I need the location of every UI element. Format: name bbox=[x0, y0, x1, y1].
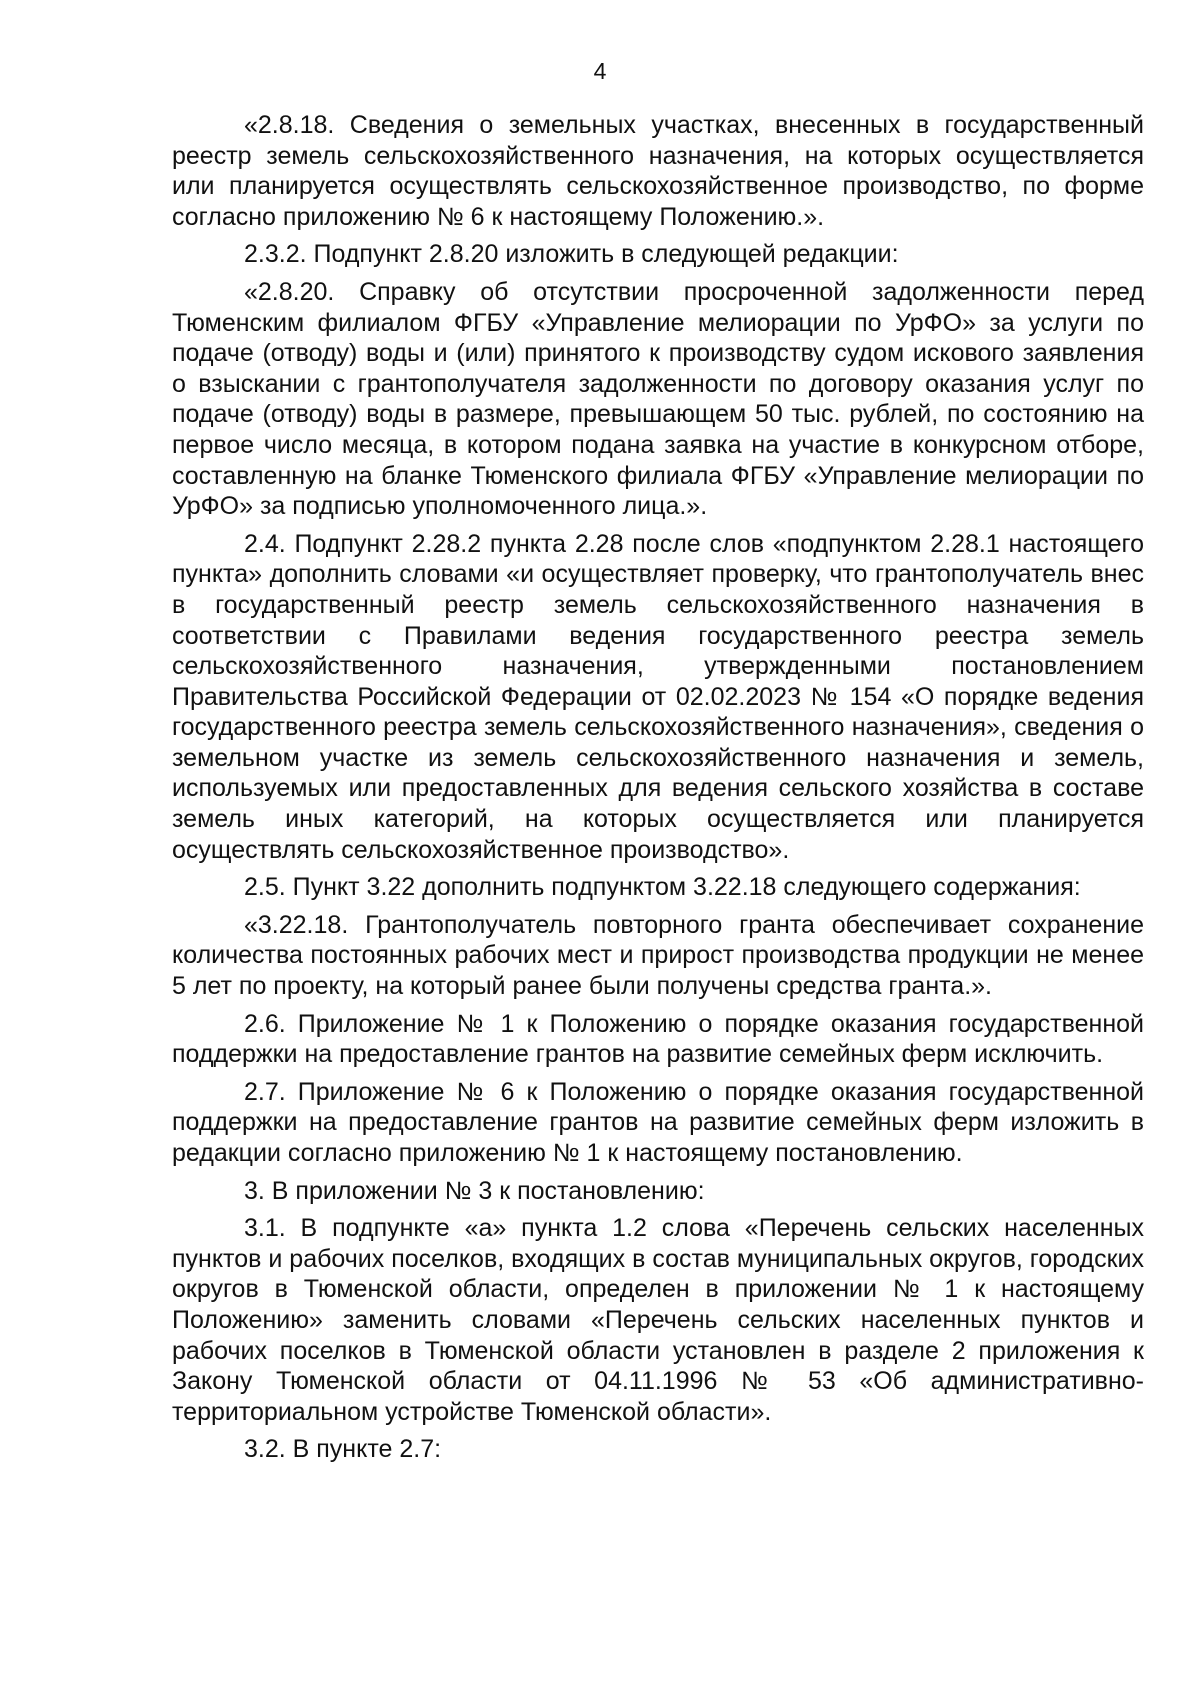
paragraph-2-4: 2.4. Подпункт 2.28.2 пункта 2.28 после слов «подпунктом 2.28.1 настоящего пункта» дополнить словами «и осуществляет проверку, что грантополучатель внес в государственный реестр земель сельскохозяйственного назначения в соответствии с Правилами ведения государственного реестра земель сельскохозяйственного назначения, утвержденными постановлением Правительства Российской Федерации от 02.02.2023 № 154 «О порядке ведения государственного реестра земель сельскохозяйственного назначения», сведения о земельном участке из земель сельскохозяйственного назначения и земель, используемых или предоставленных для ведения сельского хозяйства в составе земель иных категорий, на которых осуществляется или планируется осуществлять сельскохозяйственное производство». bbox=[172, 529, 1144, 864]
document-body bbox=[172, 110, 1144, 1472]
paragraph-3: 3. В приложении № 3 к постановлению: bbox=[244, 1176, 705, 1205]
paragraph-2-5: 2.5. Пункт 3.22 дополнить подпунктом 3.22.18 следующего содержания: bbox=[244, 873, 1081, 902]
paragraph-2-8-18: «2.8.18. Сведения о земельных участках, внесенных в государственный реестр земель сельскохозяйственного назначения, на которых осуществляется или планируется осуществлять сельскохозяйственное производство, по форме согласно приложению № 6 к настоящему Положению.». bbox=[172, 111, 1144, 231]
paragraph-3-1: 3.1. В подпункте «а» пункта 1.2 слова «Перечень сельских населенных пунктов и рабочих поселков, входящих в состав муниципальных округов, городских округов в Тюменской области, определен в приложении № 1 к настоящему Положению» заменить словами «Перечень сельских населенных пунктов и рабочих поселков в Тюменской области установлен в разделе 2 приложения к Закону Тюменской области от 04.11.1996 № 53 «Об административно-территориальном устройстве Тюменской области». bbox=[172, 1214, 1144, 1426]
paragraph-2-8-20: «2.8.20. Справку об отсутствии просроченной задолженности перед Тюменским филиалом ФГБУ «Управление мелиорации по УрФО» за услуги по подаче (отводу) воды и (или) принятого к производству судом искового заявления о взыскании с грантополучателя задолженности по договору оказания услуг по подаче (отводу) воды в размере, превышающем 50 тыс. рублей, по состоянию на первое число месяца, в котором подана заявка на участие в конкурсном отборе, составленную на бланке Тюменского филиала ФГБУ «Управление мелиорации по УрФО» за подписью уполномоченного лица.». bbox=[172, 277, 1144, 521]
paragraph-3-22-18: «3.22.18. Грантополучатель повторного гранта обеспечивает сохранение количества постоянных рабочих мест и прирост производства продукции не менее 5 лет по проекту, на который ранее были получены средства гранта.». bbox=[172, 910, 1144, 1001]
paragraph-2-6: 2.6. Приложение № 1 к Положению о порядке оказания государственной поддержки на предоставление грантов на развитие семейных ферм исключить. bbox=[172, 1009, 1144, 1069]
page-number: 4 bbox=[593, 58, 607, 84]
paragraph-3-2: 3.2. В пункте 2.7: bbox=[244, 1435, 442, 1464]
paragraph-2-7: 2.7. Приложение № 6 к Положению о порядке оказания государственной поддержки на предоставление грантов на развитие семейных ферм изложить в редакции согласно приложению № 1 к настоящему постановлению. bbox=[172, 1077, 1144, 1167]
paragraph-2-3-2: 2.3.2. Подпункт 2.8.20 изложить в следующей редакции: bbox=[244, 240, 899, 269]
